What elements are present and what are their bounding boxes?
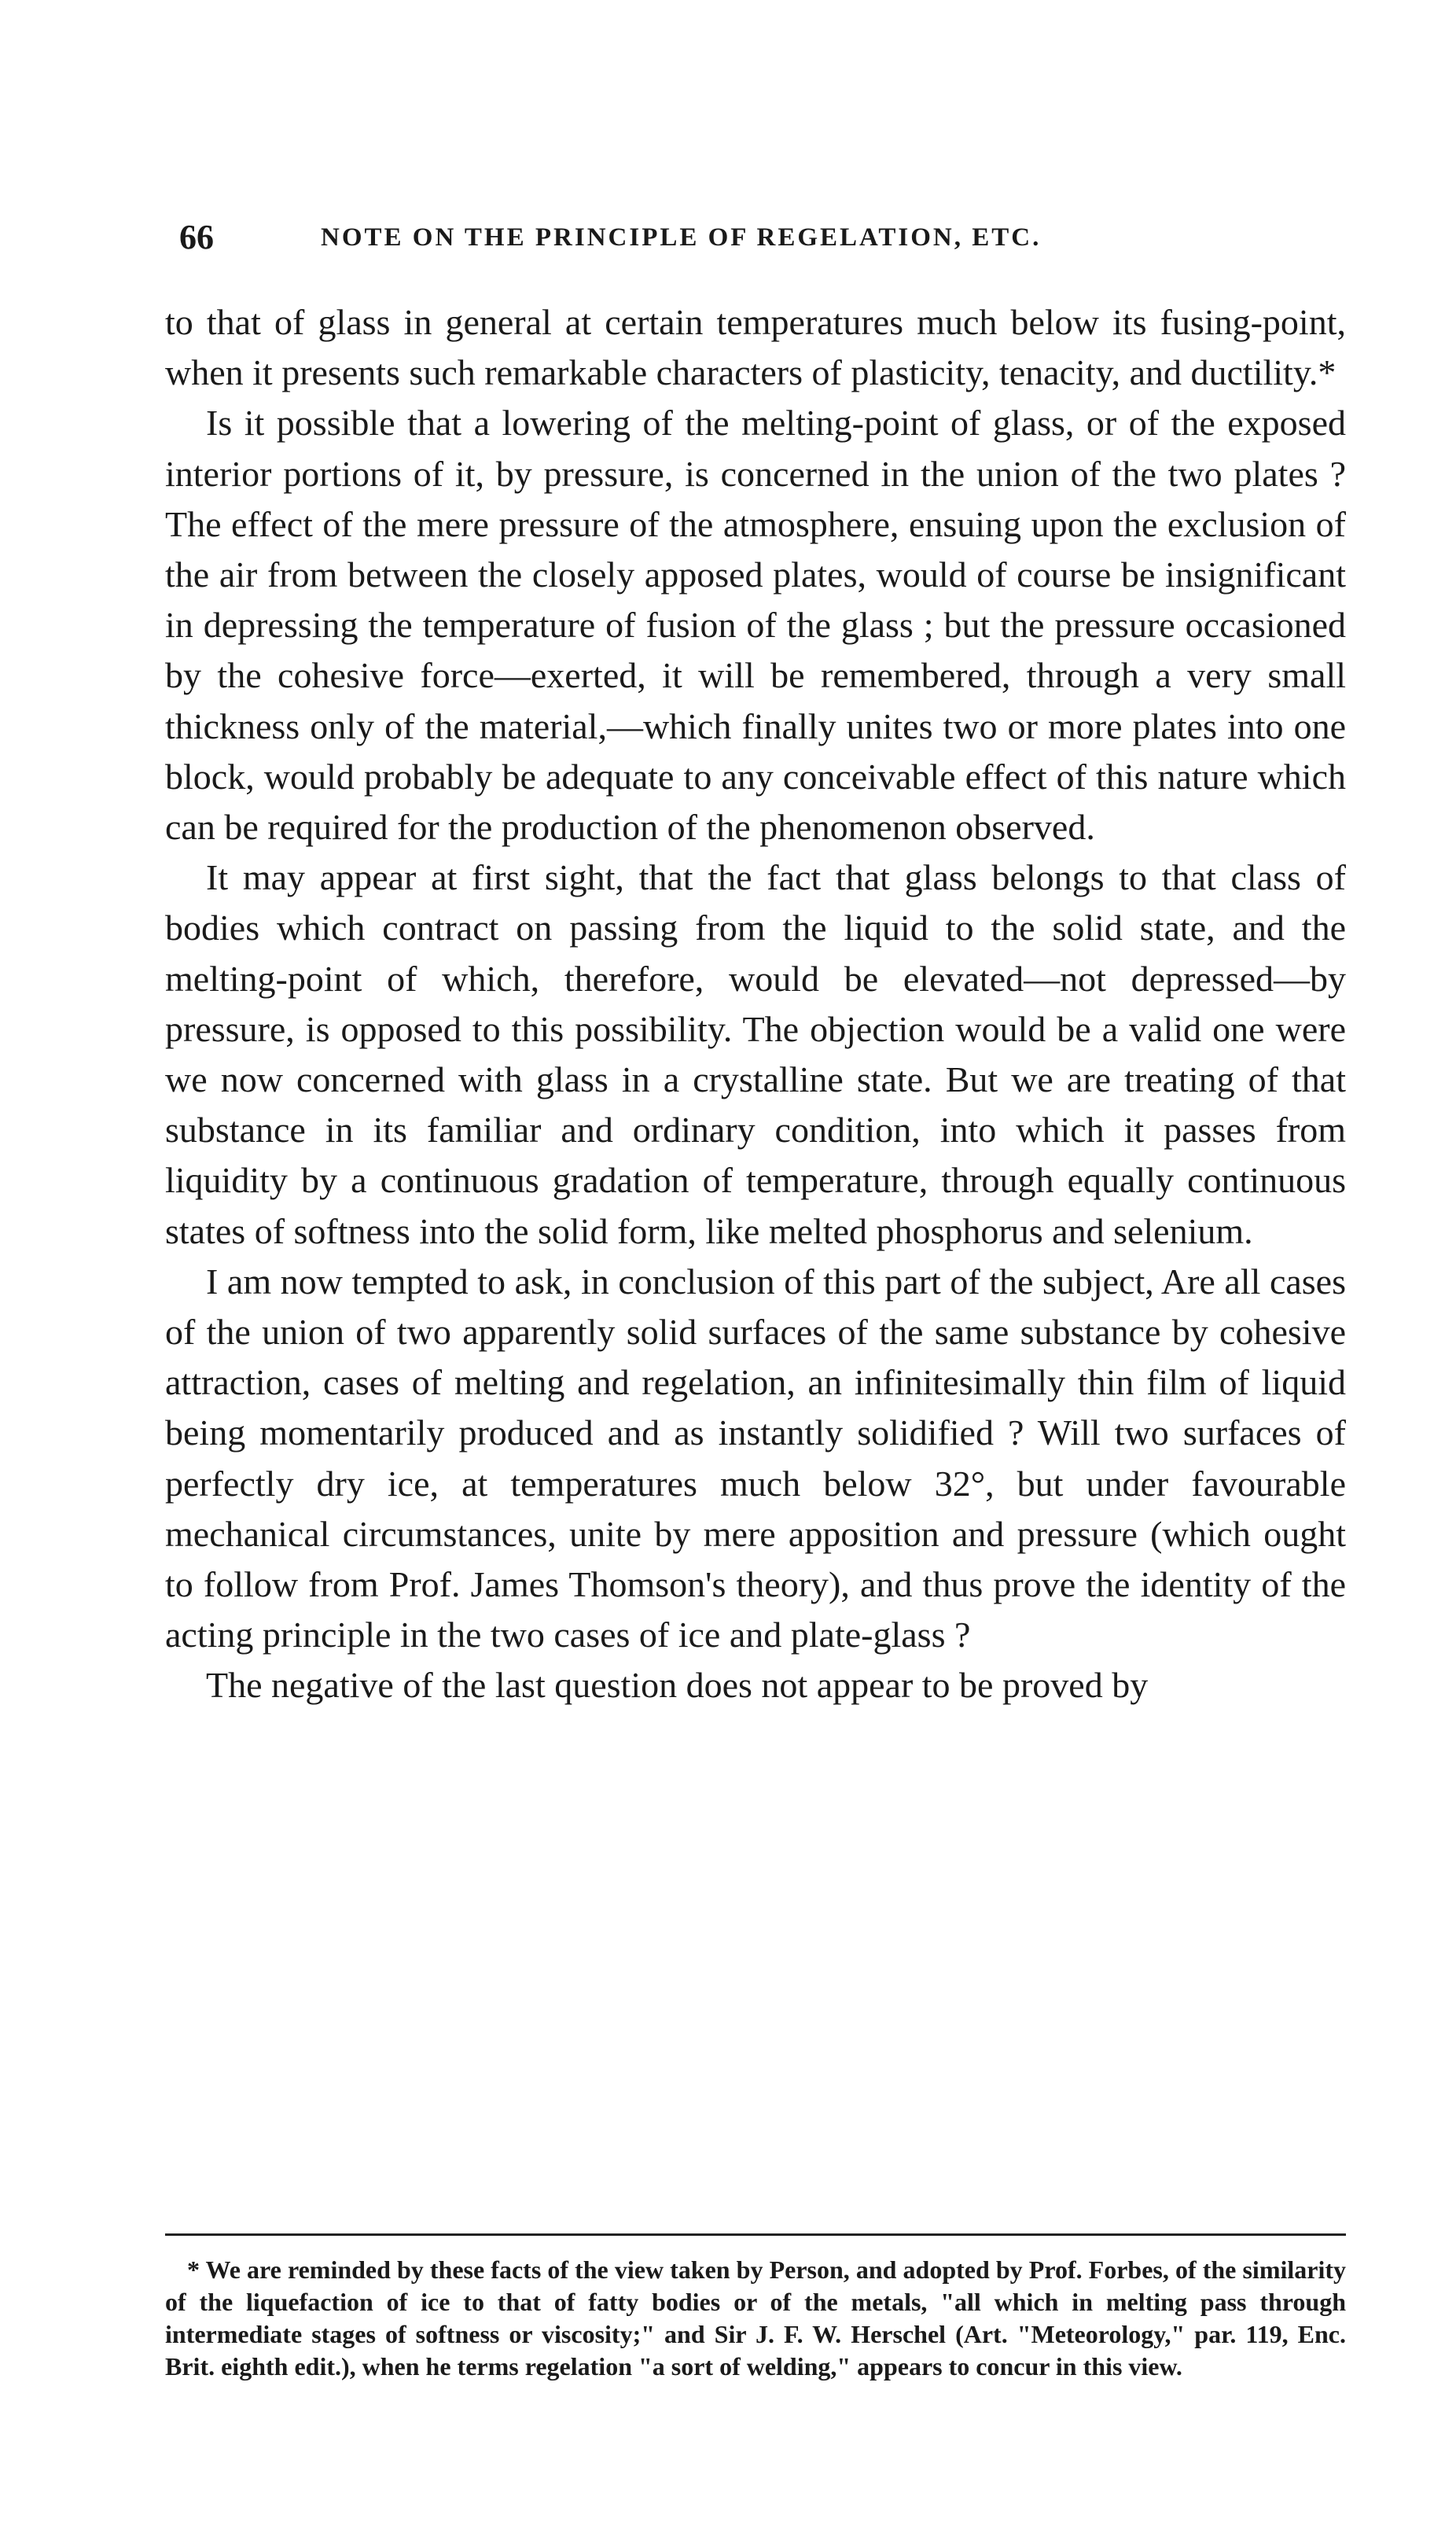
running-title: NOTE ON THE PRINCIPLE OF REGELATION, ETC.: [321, 223, 1042, 252]
page-number: 66: [179, 218, 214, 256]
paragraph-regelation-question: I am now tempted to ask, in conclusion of this part of the subject, Are all cases of the union of two apparently solid surfaces of the same substance by cohesive attraction, cases of melting and regelation, an infinitesimally thin film of liquid being momentarily produced and as instantly solidified ? Will two surfaces of perfectly dry ice, at temperatures much below 32°, but under favourable mechanical circumstances, unite by mere apposition and pressure (which ought to follow from Prof. James Thomson's theory), and thus prove the identity of the acting principle in the two cases of ice and plate-glass ?: [165, 1261, 1346, 1655]
footnote: * We are reminded by these facts of the view taken by Person, and adopted by Prof. Forbes, of the similarity of the liquefaction of ice to that of fatty bodies or of the metals, "all which in melting pass through intermediate stages of softness or viscosity;" and Sir J. F. W. Herschel (Art. "Meteorology," par. 119, Enc. Brit. eighth edit.), when he terms regelation "a sort of welding," appears to concur in this view.: [165, 2255, 1346, 2381]
paragraph-continuation: to that of glass in general at certain temperatures much below its fusing-point, when it presents such remarkable characters of plasticity, tenacity, and ductility.*: [165, 302, 1346, 393]
paragraph-glass-objection: It may appear at first sight, that the fact that glass belongs to that class of bodies which contract on passing from the liquid to the solid state, and the melting-point of which, therefore, would be elevated—not depressed—by pressure, is opposed to this possibility. The objection would be a valid one were we now concerned with glass in a crystalline state. But we are treating of that substance in its familiar and ordinary condition, into which it passes from liquidity by a continuous gradation of temperature, through equally continuous states of softness into the solid form, like melted phosphorus and selenium.: [165, 857, 1346, 1251]
paragraph-pressure-question: Is it possible that a lowering of the melting-point of glass, or of the exposed interior portions of it, by pressure, is concerned in the union of the two plates ? The effect of the mere pressure of the atmosphere, ensuing upon the exclusion of the air from between the closely apposed plates, would of course be insignificant in depressing the temperature of fusion of the glass ; but the pressure occasioned by the cohesive force—exerted, it will be remembered, through a very small thickness only of the material,—which finally unites two or more plates into one block, would probably be adequate to any conceivable effect of this nature which can be required for the production of the phenomenon observed.: [165, 403, 1346, 848]
footnote-divider: [165, 2233, 1346, 2236]
page-header: [179, 214, 1343, 261]
paragraph-last-question: The negative of the last question does not appear to be proved by: [206, 1665, 1149, 1706]
body-text: [165, 297, 1346, 1711]
